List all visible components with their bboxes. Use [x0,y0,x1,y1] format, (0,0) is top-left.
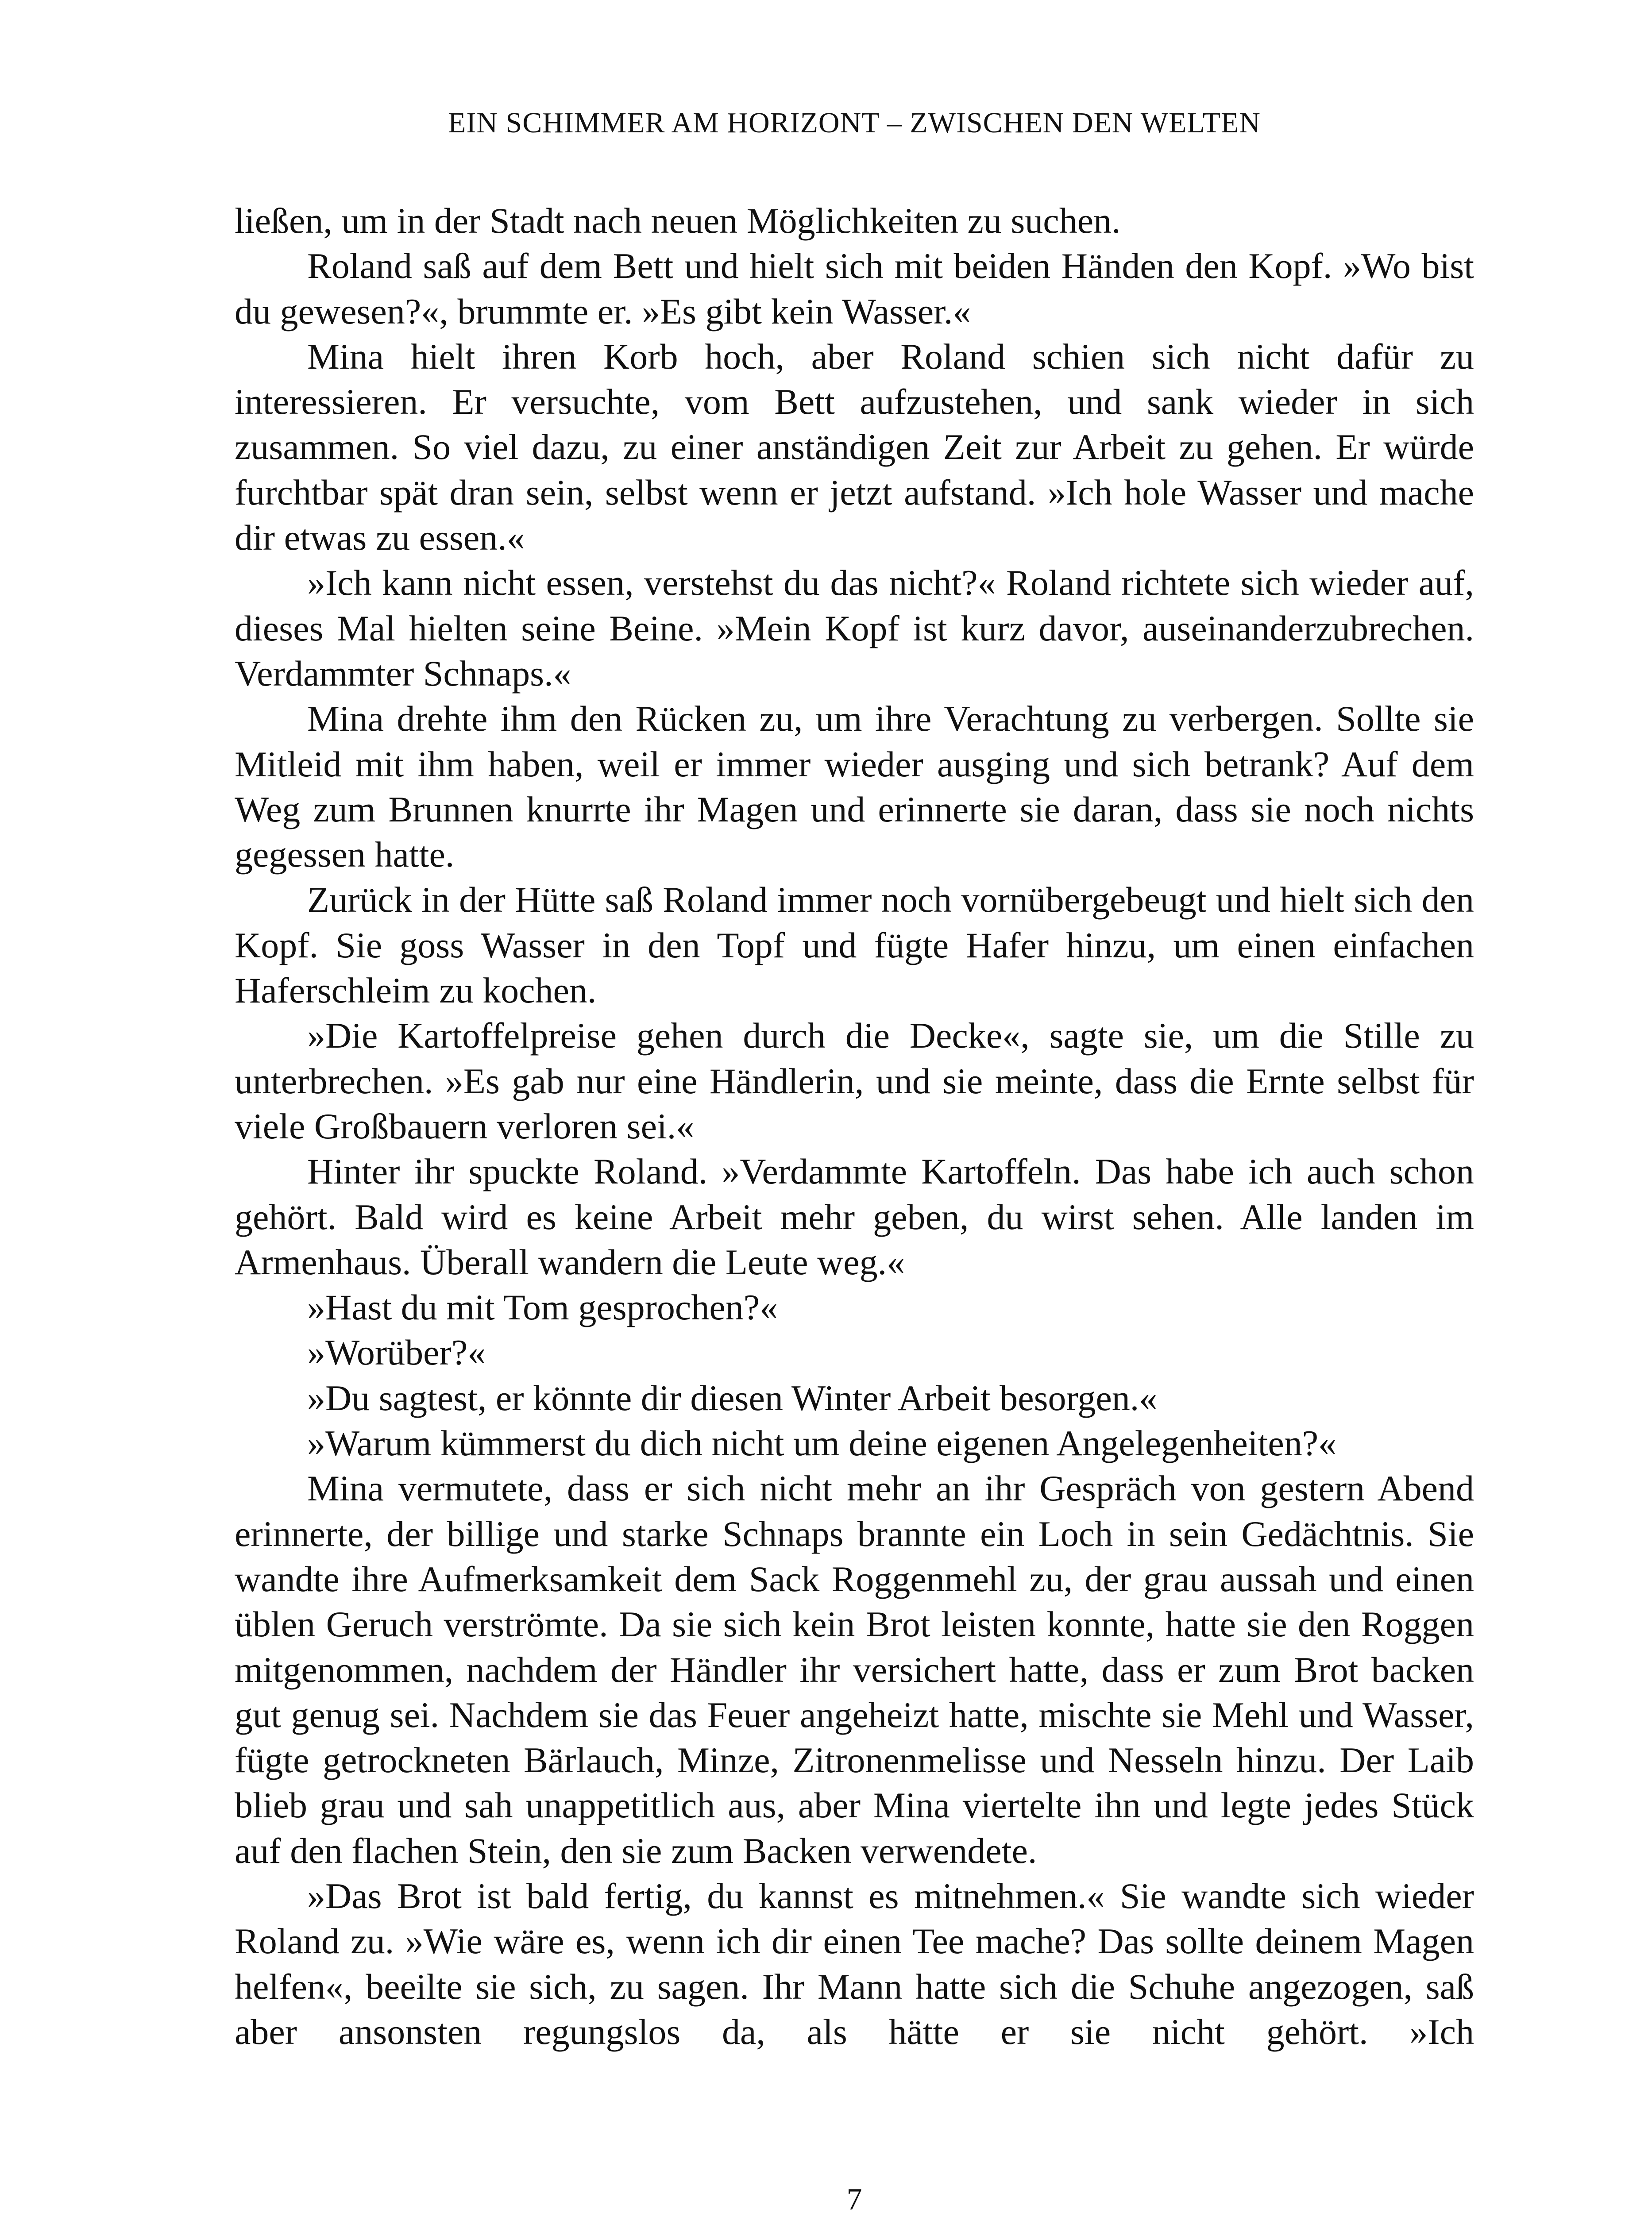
paragraph: Roland saß auf dem Bett und hielt sich mit beiden Händen den Kopf. »Wo bist du gewesen?«, brummte er. »Es gibt kein Wasser.« [235,246,1474,332]
paragraph: »Ich kann nicht essen, verstehst du das nicht?« Roland richtete sich wieder auf, dieses Mal hielten seine Beine. »Mein Kopf ist kurz davor, auseinanderzubrechen. Verdammter Schnaps.« [235,563,1474,694]
paragraph: »Hast du mit Tom gesprochen?« [307,1287,778,1328]
paragraph: Hinter ihr spuckte Roland. »Verdammte Kartoffeln. Das habe ich auch schon gehört. Bald wird es keine Arbeit mehr geben, du wirst sehen. Alle landen im Armenhaus. Überall wandern die Leute weg.« [235,1151,1474,1282]
page-number: 7 [846,2182,862,2213]
paragraph: »Du sagtest, er könnte dir diesen Winter Arbeit besorgen.« [307,1377,1158,1418]
paragraph: ließen, um in der Stadt nach neuen Möglichkeiten zu suchen. [235,200,1121,241]
paragraph: Zurück in der Hütte saß Roland immer noch vornübergebeugt und hielt sich den Kopf. Sie goss Wasser in den Topf und fügte Hafer hinzu, um einen einfachen Haferschleim zu kochen. [235,879,1474,1011]
paragraph: Mina hielt ihren Korb hoch, aber Roland schien sich nicht dafür zu interessieren. Er versuchte, vom Bett aufzustehen, und sank wieder in sich zusammen. So viel dazu, zu einer anständigen Zeit zur Arbeit zu gehen. Er würde furchtbar spät dran sein, selbst wenn er jetzt aufstand. »Ich hole Wasser und mache dir etwas zu essen.« [235,336,1474,558]
running-head: EIN SCHIMMER AM HORIZONT – ZWISCHEN DEN WELTEN [448,107,1261,139]
paragraph: Mina drehte ihm den Rücken zu, um ihre Verachtung zu verbergen. Sollte sie Mitleid mit ihm haben, weil er immer wieder ausging und sich betrank? Auf dem Weg zum Brunnen knurrte ihr Magen und erinnerte sie daran, dass sie noch nichts gegessen hatte. [235,698,1474,875]
paragraph: »Worüber?« [307,1332,486,1373]
paragraph: Mina vermutete, dass er sich nicht mehr an ihr Gespräch von gestern Abend erinnerte, der billige und starke Schnaps brannte ein Loch in sein Gedächtnis. Sie wandte ihre Aufmerksamkeit dem Sack Roggenmehl zu, der grau aussah und einen üblen Geruch verströmte. Da sie sich kein Brot leisten konnte, hatte sie den Roggen mitgenommen, nachdem der Händler ihr versichert hatte, dass er zum Brot backen gut genug sei. Nachdem sie das Feuer angeheizt hatte, mischte sie Mehl und Wasser, fügte getrockneten Bärlauch, Minze, Zitronenmelisse und Nesseln hinzu. Der Laib blieb grau und sah unappetitlich aus, aber Mina viertelte ihn und legte jedes Stück auf den flachen Stein, den sie zum Backen verwendete. [235,1468,1474,1871]
paragraph: »Die Kartoffelpreise gehen durch die Decke«, sagte sie, um die Stille zu unterbrechen. »Es gab nur eine Händlerin, und sie meinte, dass die Ernte selbst für viele Großbauern verloren sei.« [235,1015,1474,1146]
body-text [235,198,1474,2055]
paragraph: »Das Brot ist bald fertig, du kannst es mitnehmen.« Sie wandte sich wieder Roland zu. »Wie wäre es, wenn ich dir einen Tee mache? Das sollte deinem Magen helfen«, beeilte sie sich, zu sagen. Ihr Mann hatte sich die Schuhe angezogen, saß aber ansonsten regungslos da, als hätte er sie nicht gehört. »Ich [235,1875,1474,2052]
paragraph: »Warum kümmerst du dich nicht um deine eigenen Angelegenheiten?« [307,1423,1337,1464]
